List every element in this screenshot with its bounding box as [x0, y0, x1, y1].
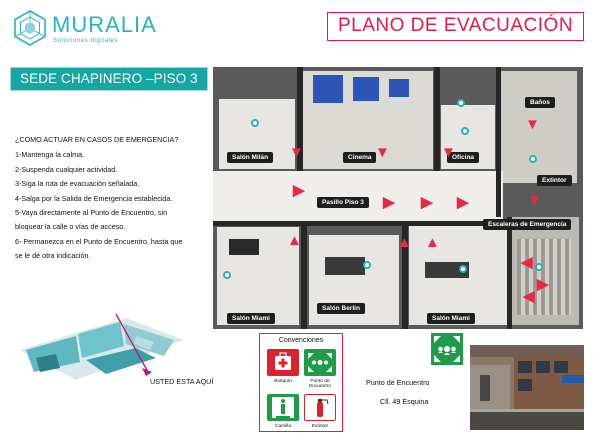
instruction-step: bloquear la calle o vías de acceso. — [15, 222, 126, 232]
legend-label: Botiquín — [274, 379, 292, 384]
evacuation-arrow-left-icon: ◀ — [523, 288, 535, 305]
instruction-step: 5-Vaya directamente al Punto de Encuentro, sin — [15, 208, 168, 218]
instruction-step: 6- Permanezca en el Punto de Encuentro, hasta que — [15, 236, 183, 246]
instruction-step: 4-Salga por la Salida de Emergencia establecida. — [15, 193, 173, 203]
page-title-box — [327, 12, 584, 41]
you-are-here-label: USTED ESTA AQUÍ — [150, 377, 214, 386]
label-oficina: Oficina — [447, 152, 479, 163]
cinema-seats — [313, 75, 343, 103]
meeting-point-label: Punto de Encuentro — [366, 378, 430, 387]
hexagon-logo-icon — [12, 10, 48, 46]
evacuation-arrow-down-icon: ▼ — [525, 116, 540, 133]
evacuation-arrow-down-icon: ▼ — [527, 192, 542, 209]
wall — [434, 67, 440, 171]
evacuation-arrow-right-icon: ▶ — [293, 182, 305, 199]
label-extintor: Extintor — [537, 175, 572, 186]
table — [325, 257, 365, 275]
legend-title: Convenciones — [278, 337, 324, 344]
brand-tagline: Soluciones digitales — [53, 38, 119, 44]
evacuation-arrow-up-icon: ▲ — [425, 234, 440, 251]
evacuation-arrow-right-icon: ▶ — [537, 276, 549, 293]
cinema-seats — [389, 79, 409, 97]
viewpoint-marker — [457, 99, 465, 107]
stretcher-icon — [267, 394, 299, 421]
evacuation-arrow-right-icon: ▶ — [421, 194, 433, 211]
viewpoint-marker — [459, 265, 467, 273]
wall — [301, 226, 307, 329]
viewpoint-marker — [223, 271, 231, 279]
first-aid-kit-icon — [267, 349, 299, 376]
legend-label: Extintor — [311, 424, 329, 429]
meeting-point-sign-icon — [431, 333, 463, 365]
label-salon-milan: Salón Milán — [227, 152, 273, 163]
label-salon-berlin: Salón Berlín — [317, 303, 365, 314]
cinema-seats — [353, 77, 379, 101]
evacuation-arrow-up-icon: ▲ — [287, 232, 302, 249]
floor-plan-map — [213, 67, 583, 329]
evacuation-arrow-down-icon: ▼ — [441, 144, 456, 161]
sede-label: SEDE CHAPINERO –PISO 3 — [20, 71, 198, 86]
instruction-step: se le dé otra indicación. — [15, 251, 91, 261]
sede-banner — [10, 67, 208, 91]
instruction-step: 3-Siga la ruta de evacuación señalada. — [15, 179, 140, 189]
label-pasillo: Pasillo Piso 3 — [317, 197, 369, 208]
wall — [496, 67, 501, 217]
table — [229, 239, 259, 255]
wall — [213, 221, 509, 226]
meeting-point-icon — [304, 349, 336, 376]
page-title: PLANO DE EVACUACIÓN — [337, 15, 574, 36]
fire-extinguisher-icon — [304, 394, 336, 421]
emergency-instructions — [15, 133, 215, 264]
viewpoint-marker — [461, 127, 469, 135]
viewpoint-marker — [535, 263, 543, 271]
building-3d-view — [16, 310, 188, 382]
street-photo — [470, 345, 584, 430]
label-banos: Baños — [525, 97, 555, 108]
instruction-step: 1-Mantenga la calma. — [15, 150, 85, 160]
meeting-point-address: Cll. 49 Esquina — [380, 397, 429, 406]
evacuation-arrow-right-icon: ▶ — [383, 194, 395, 211]
legend-box — [259, 333, 343, 432]
instructions-question: ¿COMO ACTUAR EN CASOS DE EMERGENCIA? — [15, 135, 179, 144]
legend-label: Punto de Encuentro — [309, 379, 331, 389]
evacuation-arrow-up-icon: ▲ — [397, 234, 412, 251]
label-escaleras: Escaleras de Emergencia — [483, 219, 571, 230]
legend-label: Camilla — [275, 424, 291, 429]
label-salon-miami-right: Salón Miami — [427, 313, 475, 324]
evacuation-arrow-down-icon: ▼ — [289, 144, 304, 161]
label-cinema: Cinema — [343, 152, 376, 163]
instruction-step: 2-Suspenda cualquier actividad. — [15, 164, 118, 174]
wall — [507, 217, 512, 329]
viewpoint-marker — [363, 261, 371, 269]
evacuation-arrow-down-icon: ▼ — [375, 144, 390, 161]
evacuation-arrow-right-icon: ▶ — [457, 194, 469, 211]
viewpoint-marker — [529, 155, 537, 163]
brand-name: MURALIA — [52, 12, 157, 37]
viewpoint-marker — [251, 119, 259, 127]
label-salon-miami-left: Salón Miami — [227, 313, 275, 324]
muralia-logo — [12, 11, 157, 45]
evacuation-arrow-left-icon: ◀ — [521, 254, 533, 271]
